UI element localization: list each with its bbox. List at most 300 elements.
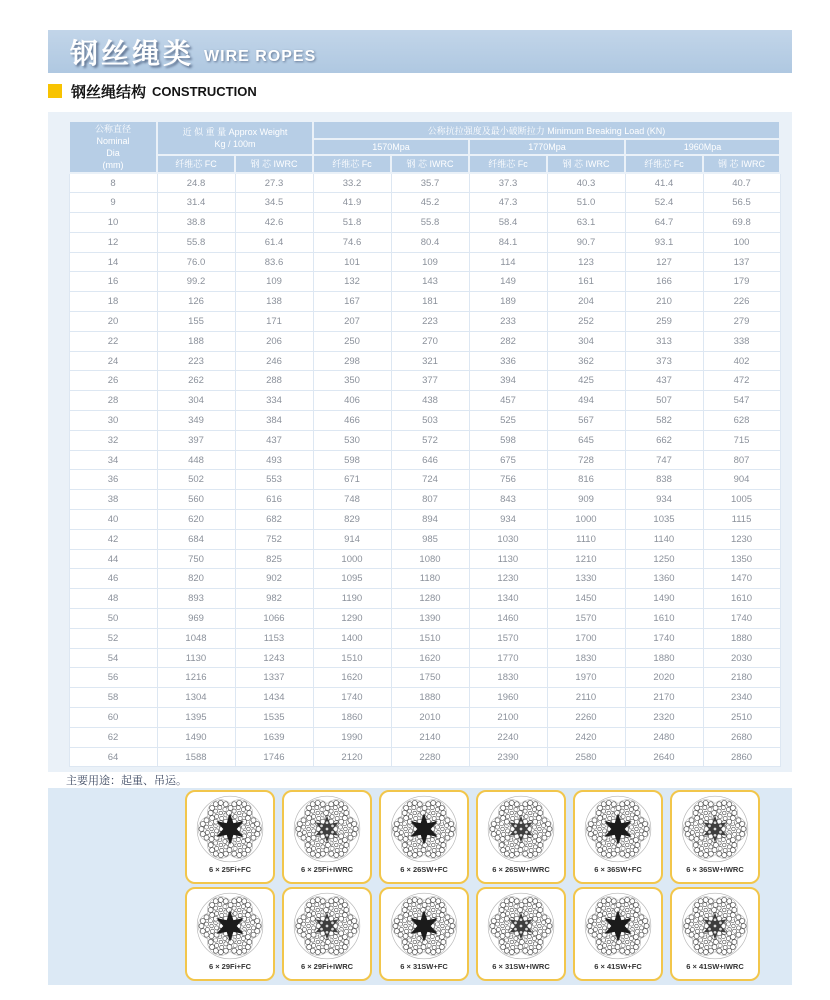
spec-table-panel xyxy=(48,112,792,772)
value-cell: 1095 xyxy=(313,569,391,589)
value-cell: 1395 xyxy=(157,708,235,728)
rope-construction-label: 6 × 36SW+IWRC xyxy=(686,865,744,874)
value-cell: 1340 xyxy=(469,589,547,609)
value-cell: 206 xyxy=(235,331,313,351)
value-cell: 167 xyxy=(313,292,391,312)
value-cell: 756 xyxy=(469,470,547,490)
value-cell: 397 xyxy=(157,430,235,450)
value-cell: 1510 xyxy=(391,628,469,648)
table-row xyxy=(69,252,780,272)
value-cell: 620 xyxy=(157,510,235,530)
value-cell: 507 xyxy=(625,391,703,411)
rope-diagram-box xyxy=(282,790,372,884)
value-cell: 270 xyxy=(391,331,469,351)
value-cell: 35.7 xyxy=(391,173,469,193)
diagram-row-2 xyxy=(185,887,760,981)
value-cell: 1360 xyxy=(625,569,703,589)
value-cell: 259 xyxy=(625,312,703,332)
rope-diagram-box xyxy=(670,790,760,884)
value-cell: 1048 xyxy=(157,628,235,648)
table-row xyxy=(69,648,780,668)
diameter-cell: 8 xyxy=(69,173,157,193)
value-cell: 1620 xyxy=(391,648,469,668)
value-cell: 1535 xyxy=(235,708,313,728)
value-cell: 1243 xyxy=(235,648,313,668)
value-cell: 161 xyxy=(547,272,625,292)
table-row xyxy=(69,589,780,609)
value-cell: 223 xyxy=(391,312,469,332)
value-cell: 2390 xyxy=(469,747,547,767)
value-cell: 223 xyxy=(157,351,235,371)
rope-diagram-box xyxy=(185,790,275,884)
value-cell: 893 xyxy=(157,589,235,609)
value-cell: 1066 xyxy=(235,609,313,629)
value-cell: 384 xyxy=(235,411,313,431)
value-cell: 334 xyxy=(235,391,313,411)
rope-cross-section-svg xyxy=(290,890,364,962)
table-row xyxy=(69,628,780,648)
value-cell: 1570 xyxy=(547,609,625,629)
value-cell: 816 xyxy=(547,470,625,490)
value-cell: 2120 xyxy=(313,747,391,767)
value-cell: 437 xyxy=(235,430,313,450)
header-core-col-3: 纤维芯 Fc xyxy=(313,155,391,173)
diameter-cell: 44 xyxy=(69,549,157,569)
value-cell: 1434 xyxy=(235,688,313,708)
table-row xyxy=(69,609,780,629)
diameter-cell: 32 xyxy=(69,430,157,450)
diameter-cell: 62 xyxy=(69,727,157,747)
section-title-en: CONSTRUCTION xyxy=(152,83,257,99)
value-cell: 985 xyxy=(391,529,469,549)
value-cell: 1153 xyxy=(235,628,313,648)
value-cell: 33.2 xyxy=(313,173,391,193)
diameter-cell: 18 xyxy=(69,292,157,312)
table-row xyxy=(69,391,780,411)
value-cell: 2010 xyxy=(391,708,469,728)
value-cell: 567 xyxy=(547,411,625,431)
table-row xyxy=(69,292,780,312)
page-title-cn: 钢丝绳类 xyxy=(70,37,195,69)
rope-diagram-box xyxy=(476,887,566,981)
rope-cross-section-svg xyxy=(484,890,558,962)
header-nominal-dia xyxy=(69,121,157,173)
value-cell: 807 xyxy=(703,450,780,470)
spec-table xyxy=(68,120,781,767)
value-cell: 99.2 xyxy=(157,272,235,292)
value-cell: 1000 xyxy=(313,549,391,569)
rope-diagram-box xyxy=(670,887,760,981)
rope-construction-label: 6 × 29Fi+FC xyxy=(208,962,252,971)
value-cell: 894 xyxy=(391,510,469,530)
value-cell: 752 xyxy=(235,529,313,549)
value-cell: 2280 xyxy=(391,747,469,767)
value-cell: 1990 xyxy=(313,727,391,747)
value-cell: 1740 xyxy=(313,688,391,708)
table-row xyxy=(69,193,780,213)
value-cell: 76.0 xyxy=(157,252,235,272)
table-row xyxy=(69,510,780,530)
table-row xyxy=(69,173,780,193)
table-header xyxy=(69,121,780,173)
diameter-cell: 46 xyxy=(69,569,157,589)
value-cell: 336 xyxy=(469,351,547,371)
value-cell: 902 xyxy=(235,569,313,589)
diameter-cell: 58 xyxy=(69,688,157,708)
value-cell: 1770 xyxy=(469,648,547,668)
value-cell: 843 xyxy=(469,490,547,510)
diagram-row-1 xyxy=(185,790,760,884)
value-cell: 80.4 xyxy=(391,232,469,252)
header-weight-line1: 近 似 重 量 Approx Weight xyxy=(182,126,288,137)
value-cell: 1860 xyxy=(313,708,391,728)
value-cell: 807 xyxy=(391,490,469,510)
diameter-cell: 54 xyxy=(69,648,157,668)
value-cell: 2480 xyxy=(625,727,703,747)
diameter-cell: 50 xyxy=(69,609,157,629)
value-cell: 262 xyxy=(157,371,235,391)
construction-diagrams-panel xyxy=(48,788,792,985)
value-cell: 189 xyxy=(469,292,547,312)
value-cell: 181 xyxy=(391,292,469,312)
value-cell: 1830 xyxy=(469,668,547,688)
diameter-cell: 56 xyxy=(69,668,157,688)
value-cell: 1490 xyxy=(625,589,703,609)
value-cell: 1110 xyxy=(547,529,625,549)
header-core-col-7: 纤维芯 Fc xyxy=(625,155,703,173)
value-cell: 137 xyxy=(703,252,780,272)
value-cell: 825 xyxy=(235,549,313,569)
value-cell: 349 xyxy=(157,411,235,431)
value-cell: 904 xyxy=(703,470,780,490)
value-cell: 45.2 xyxy=(391,193,469,213)
value-cell: 728 xyxy=(547,450,625,470)
diameter-cell: 26 xyxy=(69,371,157,391)
value-cell: 2420 xyxy=(547,727,625,747)
value-cell: 829 xyxy=(313,510,391,530)
value-cell: 934 xyxy=(469,510,547,530)
table-row xyxy=(69,747,780,767)
header-grade-1770: 1770Mpa xyxy=(469,139,625,154)
table-row xyxy=(69,331,780,351)
value-cell: 51.8 xyxy=(313,213,391,233)
value-cell: 616 xyxy=(235,490,313,510)
value-cell: 645 xyxy=(547,430,625,450)
header-grade-1570: 1570Mpa xyxy=(313,139,469,154)
diameter-cell: 20 xyxy=(69,312,157,332)
value-cell: 1230 xyxy=(469,569,547,589)
value-cell: 42.6 xyxy=(235,213,313,233)
rope-cross-section-svg xyxy=(678,890,752,962)
diameter-cell: 36 xyxy=(69,470,157,490)
value-cell: 1210 xyxy=(547,549,625,569)
value-cell: 838 xyxy=(625,470,703,490)
value-cell: 2510 xyxy=(703,708,780,728)
value-cell: 34.5 xyxy=(235,193,313,213)
value-cell: 69.8 xyxy=(703,213,780,233)
section-header xyxy=(48,82,257,100)
value-cell: 101 xyxy=(313,252,391,272)
value-cell: 1620 xyxy=(313,668,391,688)
value-cell: 530 xyxy=(313,430,391,450)
value-cell: 84.1 xyxy=(469,232,547,252)
value-cell: 1588 xyxy=(157,747,235,767)
diameter-cell: 48 xyxy=(69,589,157,609)
diameter-cell: 12 xyxy=(69,232,157,252)
diameter-cell: 30 xyxy=(69,411,157,431)
table-row xyxy=(69,272,780,292)
rope-cross-section-svg xyxy=(387,890,461,962)
rope-construction-label: 6 × 41SW+IWRC xyxy=(686,962,744,971)
value-cell: 1450 xyxy=(547,589,625,609)
value-cell: 1337 xyxy=(235,668,313,688)
value-cell: 394 xyxy=(469,371,547,391)
value-cell: 493 xyxy=(235,450,313,470)
value-cell: 1746 xyxy=(235,747,313,767)
value-cell: 675 xyxy=(469,450,547,470)
value-cell: 1960 xyxy=(469,688,547,708)
value-cell: 304 xyxy=(157,391,235,411)
header-dia-line3: Dia xyxy=(106,148,120,158)
value-cell: 1005 xyxy=(703,490,780,510)
value-cell: 171 xyxy=(235,312,313,332)
value-cell: 628 xyxy=(703,411,780,431)
value-cell: 646 xyxy=(391,450,469,470)
rope-construction-label: 6 × 31SW+FC xyxy=(400,962,448,971)
value-cell: 282 xyxy=(469,331,547,351)
value-cell: 525 xyxy=(469,411,547,431)
value-cell: 682 xyxy=(235,510,313,530)
value-cell: 1216 xyxy=(157,668,235,688)
rope-cross-section-svg xyxy=(581,890,655,962)
diameter-cell: 52 xyxy=(69,628,157,648)
value-cell: 2580 xyxy=(547,747,625,767)
value-cell: 207 xyxy=(313,312,391,332)
value-cell: 502 xyxy=(157,470,235,490)
table-row xyxy=(69,708,780,728)
table-row xyxy=(69,411,780,431)
value-cell: 425 xyxy=(547,371,625,391)
value-cell: 109 xyxy=(235,272,313,292)
value-cell: 204 xyxy=(547,292,625,312)
footnote: 主要用途：起重、吊运。 xyxy=(66,775,187,787)
value-cell: 2170 xyxy=(625,688,703,708)
diameter-cell: 34 xyxy=(69,450,157,470)
value-cell: 61.4 xyxy=(235,232,313,252)
value-cell: 1610 xyxy=(703,589,780,609)
diameter-cell: 40 xyxy=(69,510,157,530)
value-cell: 41.9 xyxy=(313,193,391,213)
header-dia-line4: (mm) xyxy=(102,160,124,170)
value-cell: 1740 xyxy=(625,628,703,648)
value-cell: 2320 xyxy=(625,708,703,728)
value-cell: 671 xyxy=(313,470,391,490)
value-cell: 2340 xyxy=(703,688,780,708)
value-cell: 437 xyxy=(625,371,703,391)
value-cell: 304 xyxy=(547,331,625,351)
header-core-col-6: 钢 芯 IWRC xyxy=(547,155,625,173)
value-cell: 1610 xyxy=(625,609,703,629)
value-cell: 143 xyxy=(391,272,469,292)
header-breaking-load: 公称抗拉强度及最小破断拉力 Minimum Breaking Load (KN) xyxy=(313,121,780,139)
header-core-col-1: 纤维芯 FC xyxy=(157,155,235,173)
rope-cross-section-svg xyxy=(290,793,364,865)
value-cell: 547 xyxy=(703,391,780,411)
value-cell: 149 xyxy=(469,272,547,292)
value-cell: 750 xyxy=(157,549,235,569)
page-title-banner xyxy=(48,30,792,73)
rope-cross-section-svg xyxy=(193,890,267,962)
value-cell: 934 xyxy=(625,490,703,510)
value-cell: 38.8 xyxy=(157,213,235,233)
value-cell: 377 xyxy=(391,371,469,391)
value-cell: 52.4 xyxy=(625,193,703,213)
value-cell: 1130 xyxy=(469,549,547,569)
value-cell: 1700 xyxy=(547,628,625,648)
rope-cross-section-svg xyxy=(484,793,558,865)
value-cell: 747 xyxy=(625,450,703,470)
rope-construction-label: 6 × 41SW+FC xyxy=(594,962,642,971)
value-cell: 338 xyxy=(703,331,780,351)
value-cell: 40.7 xyxy=(703,173,780,193)
table-row xyxy=(69,430,780,450)
value-cell: 466 xyxy=(313,411,391,431)
value-cell: 109 xyxy=(391,252,469,272)
header-approx-weight xyxy=(157,121,313,155)
rope-cross-section-svg xyxy=(678,793,752,865)
rope-diagram-box xyxy=(476,790,566,884)
value-cell: 1470 xyxy=(703,569,780,589)
value-cell: 252 xyxy=(547,312,625,332)
value-cell: 132 xyxy=(313,272,391,292)
value-cell: 2020 xyxy=(625,668,703,688)
value-cell: 553 xyxy=(235,470,313,490)
rope-cross-section-svg xyxy=(581,793,655,865)
value-cell: 123 xyxy=(547,252,625,272)
section-bullet-icon xyxy=(48,84,62,98)
value-cell: 662 xyxy=(625,430,703,450)
value-cell: 1190 xyxy=(313,589,391,609)
rope-diagram-box xyxy=(573,887,663,981)
table-row xyxy=(69,213,780,233)
value-cell: 55.8 xyxy=(157,232,235,252)
value-cell: 982 xyxy=(235,589,313,609)
value-cell: 1570 xyxy=(469,628,547,648)
value-cell: 37.3 xyxy=(469,173,547,193)
value-cell: 598 xyxy=(313,450,391,470)
value-cell: 572 xyxy=(391,430,469,450)
rope-diagram-box xyxy=(282,887,372,981)
value-cell: 2240 xyxy=(469,727,547,747)
value-cell: 1180 xyxy=(391,569,469,589)
rope-diagram-box xyxy=(185,887,275,981)
table-row xyxy=(69,549,780,569)
rope-construction-label: 6 × 26SW+FC xyxy=(400,865,448,874)
diameter-cell: 24 xyxy=(69,351,157,371)
table-row xyxy=(69,232,780,252)
value-cell: 1080 xyxy=(391,549,469,569)
value-cell: 1830 xyxy=(547,648,625,668)
value-cell: 402 xyxy=(703,351,780,371)
value-cell: 100 xyxy=(703,232,780,252)
value-cell: 56.5 xyxy=(703,193,780,213)
value-cell: 58.4 xyxy=(469,213,547,233)
value-cell: 1970 xyxy=(547,668,625,688)
value-cell: 438 xyxy=(391,391,469,411)
value-cell: 406 xyxy=(313,391,391,411)
header-weight-line2: Kg / 100m xyxy=(214,138,256,149)
value-cell: 1035 xyxy=(625,510,703,530)
diameter-cell: 10 xyxy=(69,213,157,233)
value-cell: 1750 xyxy=(391,668,469,688)
value-cell: 1400 xyxy=(313,628,391,648)
rope-diagram-box xyxy=(379,887,469,981)
value-cell: 24.8 xyxy=(157,173,235,193)
value-cell: 226 xyxy=(703,292,780,312)
value-cell: 598 xyxy=(469,430,547,450)
value-cell: 1250 xyxy=(625,549,703,569)
value-cell: 1740 xyxy=(703,609,780,629)
header-core-col-8: 钢 芯 IWRC xyxy=(703,155,780,173)
value-cell: 210 xyxy=(625,292,703,312)
value-cell: 233 xyxy=(469,312,547,332)
page-title-en: WIRE ROPES xyxy=(204,47,317,65)
rope-construction-label: 6 × 26SW+IWRC xyxy=(492,865,550,874)
table-body xyxy=(69,173,780,767)
diameter-cell: 16 xyxy=(69,272,157,292)
value-cell: 2260 xyxy=(547,708,625,728)
value-cell: 41.4 xyxy=(625,173,703,193)
value-cell: 684 xyxy=(157,529,235,549)
diameter-cell: 64 xyxy=(69,747,157,767)
value-cell: 188 xyxy=(157,331,235,351)
value-cell: 1304 xyxy=(157,688,235,708)
value-cell: 457 xyxy=(469,391,547,411)
table-row xyxy=(69,529,780,549)
value-cell: 40.3 xyxy=(547,173,625,193)
value-cell: 1290 xyxy=(313,609,391,629)
table-row xyxy=(69,312,780,332)
value-cell: 373 xyxy=(625,351,703,371)
value-cell: 47.3 xyxy=(469,193,547,213)
value-cell: 1330 xyxy=(547,569,625,589)
value-cell: 362 xyxy=(547,351,625,371)
value-cell: 494 xyxy=(547,391,625,411)
section-title-cn: 钢丝绳结构 xyxy=(71,83,147,101)
value-cell: 350 xyxy=(313,371,391,391)
value-cell: 279 xyxy=(703,312,780,332)
rope-construction-label: 6 × 36SW+FC xyxy=(594,865,642,874)
rope-construction-label: 6 × 25Fi+IWRC xyxy=(300,865,354,874)
value-cell: 155 xyxy=(157,312,235,332)
rope-diagram-box xyxy=(573,790,663,884)
value-cell: 448 xyxy=(157,450,235,470)
value-cell: 724 xyxy=(391,470,469,490)
value-cell: 127 xyxy=(625,252,703,272)
value-cell: 74.6 xyxy=(313,232,391,252)
diameter-cell: 42 xyxy=(69,529,157,549)
value-cell: 1390 xyxy=(391,609,469,629)
value-cell: 1490 xyxy=(157,727,235,747)
rope-construction-label: 6 × 31SW+IWRC xyxy=(492,962,550,971)
header-core-col-5: 纤维芯 Fc xyxy=(469,155,547,173)
value-cell: 1510 xyxy=(313,648,391,668)
value-cell: 55.8 xyxy=(391,213,469,233)
table-row xyxy=(69,470,780,490)
value-cell: 288 xyxy=(235,371,313,391)
value-cell: 1230 xyxy=(703,529,780,549)
table-row xyxy=(69,351,780,371)
